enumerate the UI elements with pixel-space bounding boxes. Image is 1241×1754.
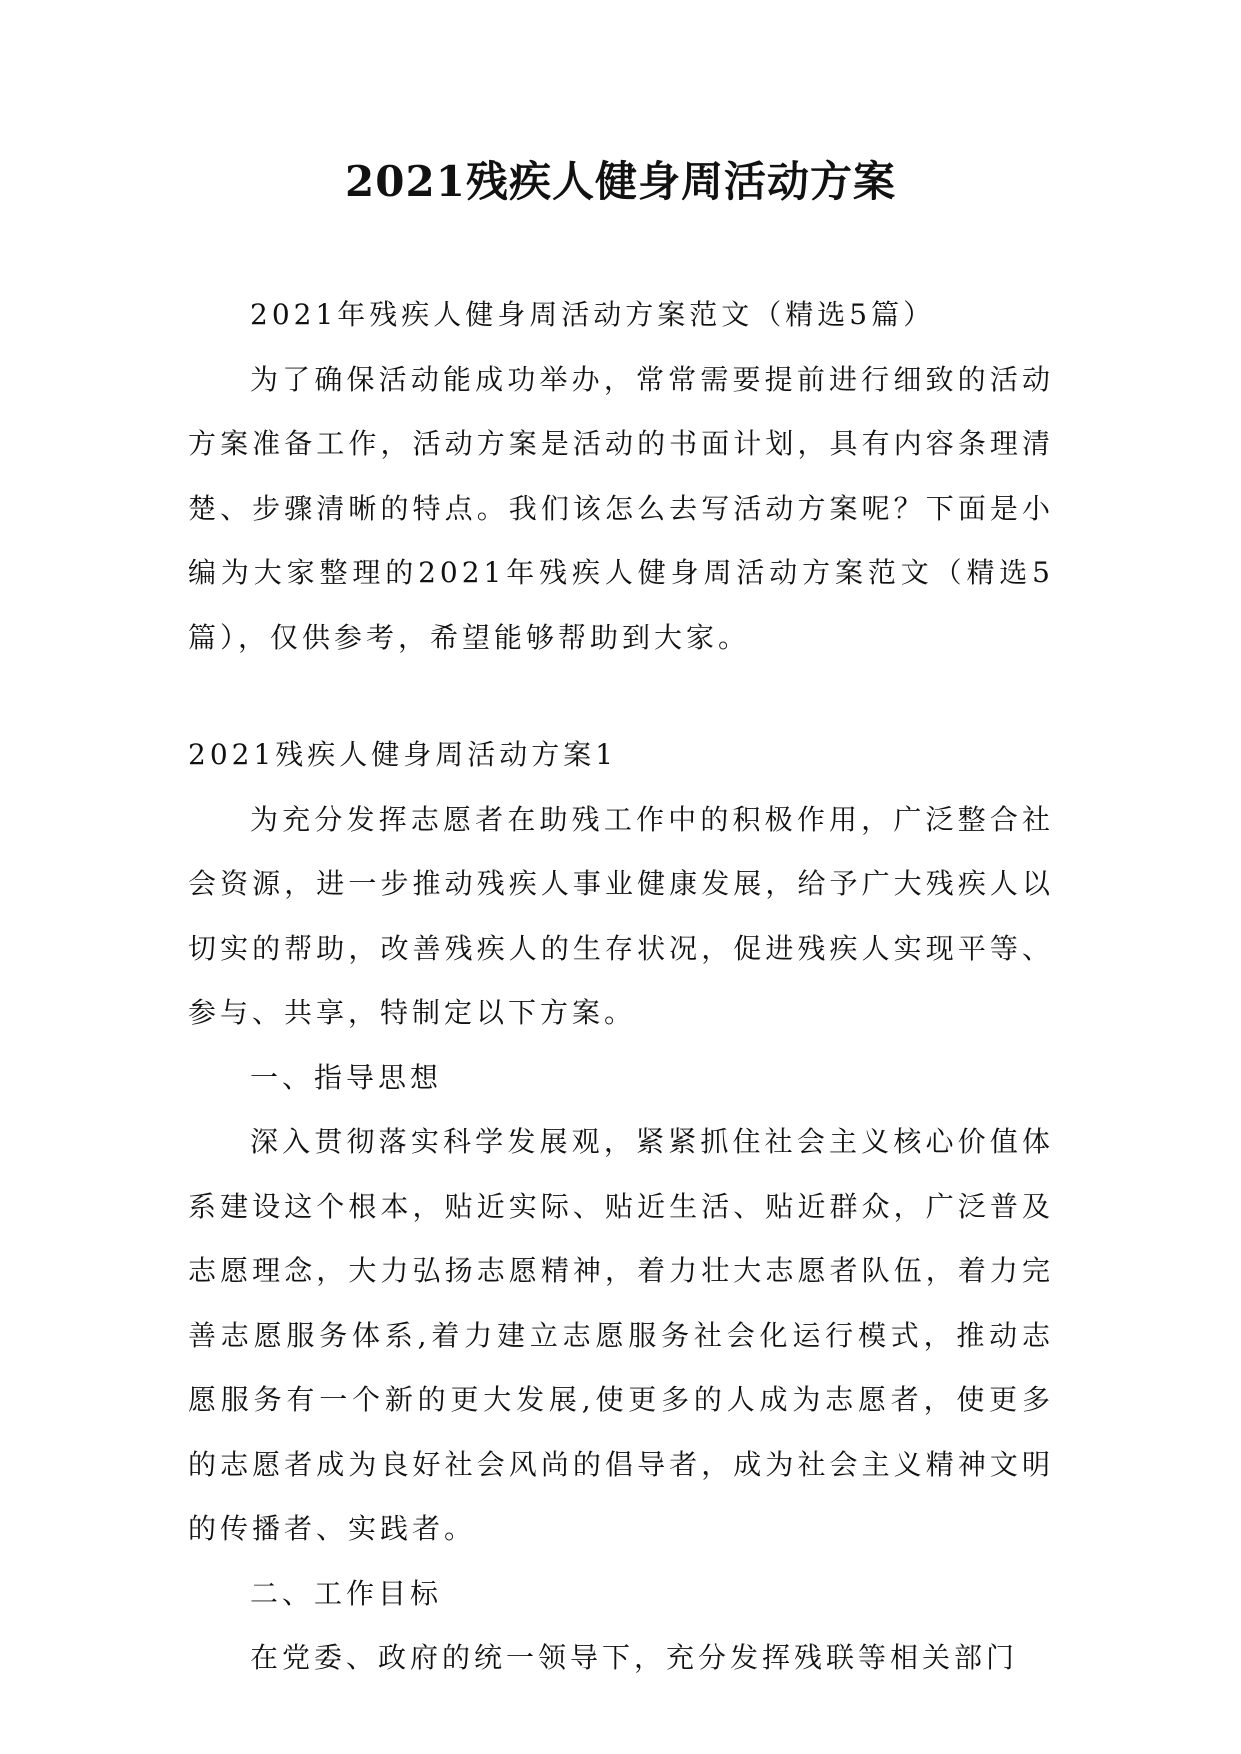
- section-heading: 2021残疾人健身周活动方案1: [188, 738, 618, 771]
- document-body: [188, 283, 1054, 1691]
- section-paragraph-1: 为充分发挥志愿者在助残工作中的积极作用，广泛整合社会资源，进一步推动残疾人事业健康发展，给予广大残疾人以切实的帮助，改善残疾人的生存状况，促进残疾人实现平等、参与、共享，特制定以下方案。: [188, 802, 1054, 1029]
- section-paragraph-2: 深入贯彻落实科学发展观，紧紧抓住社会主义核心价值体系建设这个根本，贴近实际、贴近生活、贴近群众，广泛普及志愿理念，大力弘扬志愿精神，着力壮大志愿者队伍，着力完善志愿服务体系,着力建立志愿服务社会化运行模式，推动志愿服务有一个新的更大发展,使更多的人成为志愿者，使更多的志愿者成为良好社会风尚的倡导者，成为社会主义精神文明的传播者、实践者。: [188, 1125, 1054, 1545]
- intro-paragraph: 为了确保活动能成功举办，常常需要提前进行细致的活动方案准备工作，活动方案是活动的书面计划，具有内容条理清楚、步骤清晰的特点。我们该怎么去写活动方案呢？下面是小编为大家整理的2021年残疾人健身周活动方案范文（精选5篇），仅供参考，希望能够帮助到大家。: [188, 362, 1054, 654]
- subheading-work-goals: 二、工作目标: [250, 1576, 443, 1610]
- document-title: 2021残疾人健身周活动方案: [345, 157, 896, 206]
- intro-subtitle: 2021年残疾人健身周活动方案范文（精选5篇）: [250, 298, 936, 331]
- section-paragraph-3: 在党委、政府的统一领导下，充分发挥残联等相关部门: [250, 1641, 1019, 1674]
- subheading-guiding-ideology: 一、指导思想: [250, 1060, 443, 1094]
